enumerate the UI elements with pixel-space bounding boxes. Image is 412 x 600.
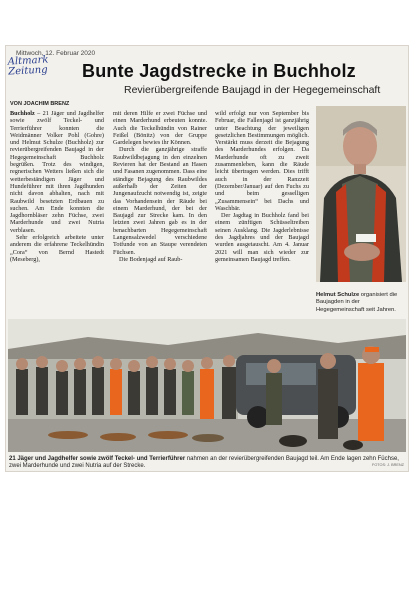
paragraph: Der Jagdtag in Buchholz fand bei einem zünftigen Schüsseltreiben seinen Ausklang. Die Jagderlebnisse des Jagdjahres und der Baujagd wurden ausgetauscht. Am 4. Januar 2021 will man sich wieder zur gemeinsamen Baujagd treffen. <box>215 212 309 263</box>
caption-name: Helmut Schulze <box>316 292 360 298</box>
paragraph: Sehr erfolgreich arbeitete unter anderem die erfahrene Teckelhündin „Cora“ von Bernd Hastedt (Meseberg), <box>10 234 104 263</box>
paragraph: Die Bodenjagd auf Raub- <box>119 255 183 263</box>
paragraph: mit deren Hilfe er zwei Füchse und einen Marderhund erbeuten konnte. Auch die Teckelhündin von Rainer Feißel (Bönitz) von der Gruppe Gardelegen bewies ihr Können. <box>113 110 207 147</box>
paragraph: wild erfolgt nur von September bis Februar, die Fallenjagd ist ganzjährig unter Beachtung der jeweiligen gesetzlichen Bestimmungen möglich. Verstärkt muss derzeit die Bejagung des Marderhundes erfolgen. Da Marderhunde oft zu zweit zusammenleben, kann die Räude leicht übertragen werden. Dies trifft auch in der Ranzzeit (Dezember/Januar) auf den Fuchs zu und beim gesselligen „Zusammensein“ bei Dachs und Waschbär. <box>215 110 309 212</box>
handwritten-line-2: Zeitung <box>7 64 48 78</box>
group-photo-illustration <box>8 319 406 452</box>
paragraph: Buchholz – 21 Jäger und Jagdhelfer sowie zwölf Teckel- und Terrierführer konnten die Weidmänner Volker Pohl (Gohre) und Helmut Schulze (Buchholz) zur revierübergreifenden Baujagd in der Hegegemeinschaft Buchholz begrüßen. Trotz des windigen, regnerischen Wetters ließen sich die wetterbeständigen Jäger und Hundeführer mit ihren Jagdhunden nicht davon abhalten, nach mit Raubwild besetzten Erdbauen zu suchen. Am Ende konnten die Jagdhornbläser zehn Füchse, zwei Marderhunde und zwei Nutria verblasen. <box>10 110 105 234</box>
lead-word: Buchholz <box>10 110 35 117</box>
dateline: Mittwoch, 12. Februar 2020 <box>16 50 96 57</box>
paragraph: Durch die ganzjährige straffe Raubwildbejagung in den einzelnen Revieren hat der Bestand an Hasen und Fasanen zugenommen. Dass eine ständige Bejagung des Raubwildes außerhalb der Zeiten der Jungenaufzucht notwendig ist, zeigte das Vorhandensein der Räude bei einem Marderhund, der bei der Baujagd zur Strecke kam. In den letzten zwei Jahren gab es in der benachbarten Hegegemeinschaft Langensalzwedel verschiedene Totfunde von an Staupe verendeten Füchsen. <box>113 146 207 256</box>
portrait-caption <box>316 292 406 314</box>
photo-credit: FOTOS: J. BRENZ <box>372 463 404 467</box>
caption-lead: 21 Jäger und Jagdhelfer sowie zwölf Teckel- und Terrierführer <box>9 456 186 462</box>
subheadline: Revierübergreifende Baujagd in der Hegegemeinschaft <box>124 84 381 96</box>
byline: VON JOACHIM BRENZ <box>10 101 70 107</box>
group-photo-caption <box>9 456 407 471</box>
caption-text: organisiert die Baujagden in der Hegegemeinschaft seit Jahren. <box>316 292 398 313</box>
portrait-illustration <box>316 106 406 282</box>
headline: Bunte Jagdstrecke in Buchholz <box>82 61 356 81</box>
group-photo-hunters <box>8 319 406 452</box>
handwritten-source-note <box>8 54 69 77</box>
caption-text: nahmen an der revierübergreifenden Baujagd teil. Am Ende lagen zehn Füchse, zwei Marderhunde und zwei Nutria auf der Strecke. <box>9 456 399 470</box>
newspaper-clipping <box>5 45 409 472</box>
handwritten-line-1: Altmark <box>7 54 49 68</box>
portrait-photo-helmut-schulze <box>316 106 406 282</box>
